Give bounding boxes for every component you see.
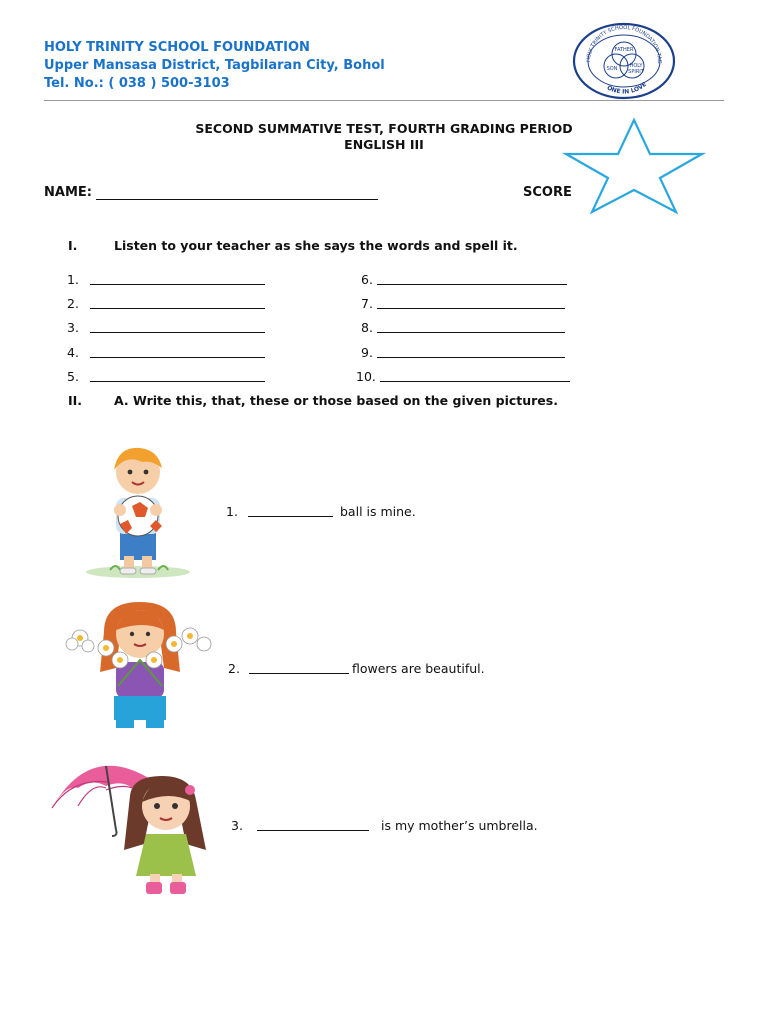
fill-item-sentence: ball is mine. — [340, 504, 416, 519]
spelling-blank[interactable] — [90, 381, 265, 382]
seal-father-label: FATHER — [614, 47, 634, 53]
spelling-blank[interactable] — [90, 308, 265, 309]
school-telephone: Tel. No.: ( 038 ) 500-3103 — [44, 76, 230, 91]
part1-instruction: Listen to your teacher as she says the words and spell it. — [114, 238, 518, 253]
spelling-number: 2. — [67, 296, 79, 311]
spelling-number: 4. — [67, 345, 79, 360]
spelling-blank[interactable] — [380, 381, 570, 382]
girl-with-flowers-picture — [58, 600, 220, 732]
name-blank[interactable] — [96, 199, 378, 200]
spelling-number: 5. — [67, 369, 79, 384]
spelling-blank[interactable] — [377, 357, 565, 358]
school-header — [44, 39, 385, 93]
spelling-blank[interactable] — [90, 357, 265, 358]
fill-blank[interactable] — [257, 830, 369, 831]
spelling-blank[interactable] — [90, 332, 265, 333]
fill-blank[interactable] — [248, 516, 333, 517]
school-address: Upper Mansasa District, Tagbilaran City, Bohol — [44, 58, 385, 73]
seal-motto: ONE IN LOVE — [605, 80, 649, 96]
test-subject: ENGLISH III — [344, 137, 424, 152]
spelling-number: 8. — [361, 320, 373, 335]
school-seal-logo — [572, 22, 676, 100]
seal-ring-text: HOLY TRINITY SCHOOL FOUNDATION TAG — [585, 24, 663, 64]
spelling-number: 9. — [361, 345, 373, 360]
spelling-number: 10. — [356, 369, 376, 384]
seal-son-label: SON — [606, 66, 618, 72]
girl-with-umbrella-picture — [50, 756, 214, 898]
spelling-number: 6. — [361, 272, 373, 287]
test-title: SECOND SUMMATIVE TEST, FOURTH GRADING PERIOD — [195, 121, 573, 136]
school-name: HOLY TRINITY SCHOOL FOUNDATION — [44, 40, 310, 55]
spelling-blank[interactable] — [377, 284, 567, 285]
boy-with-ball-picture — [70, 444, 200, 580]
part1-numeral: I. — [68, 238, 78, 253]
fill-blank[interactable] — [249, 673, 349, 674]
spelling-blank[interactable] — [377, 332, 565, 333]
header-divider — [44, 100, 724, 101]
seal-spirit-label: SPIRIT — [628, 69, 644, 75]
spelling-blank[interactable] — [90, 284, 265, 285]
fill-item-number: 3. — [231, 818, 243, 833]
score-label: SCORE — [523, 185, 572, 200]
spelling-number: 3. — [67, 320, 79, 335]
score-star-icon — [562, 116, 706, 214]
spelling-number: 1. — [67, 272, 79, 287]
seal-holy-label: HOLY — [629, 63, 643, 69]
fill-item-sentence: flowers are beautiful. — [352, 661, 485, 676]
part2-numeral: II. — [68, 393, 83, 408]
fill-item-sentence: is my mother’s umbrella. — [381, 818, 538, 833]
spelling-blank[interactable] — [377, 308, 565, 309]
part2-instruction: A. Write this, that, these or those based on the given pictures. — [114, 393, 558, 408]
name-label: NAME: — [44, 185, 92, 200]
spelling-number: 7. — [361, 296, 373, 311]
fill-item-number: 2. — [228, 661, 240, 676]
fill-item-number: 1. — [226, 504, 238, 519]
